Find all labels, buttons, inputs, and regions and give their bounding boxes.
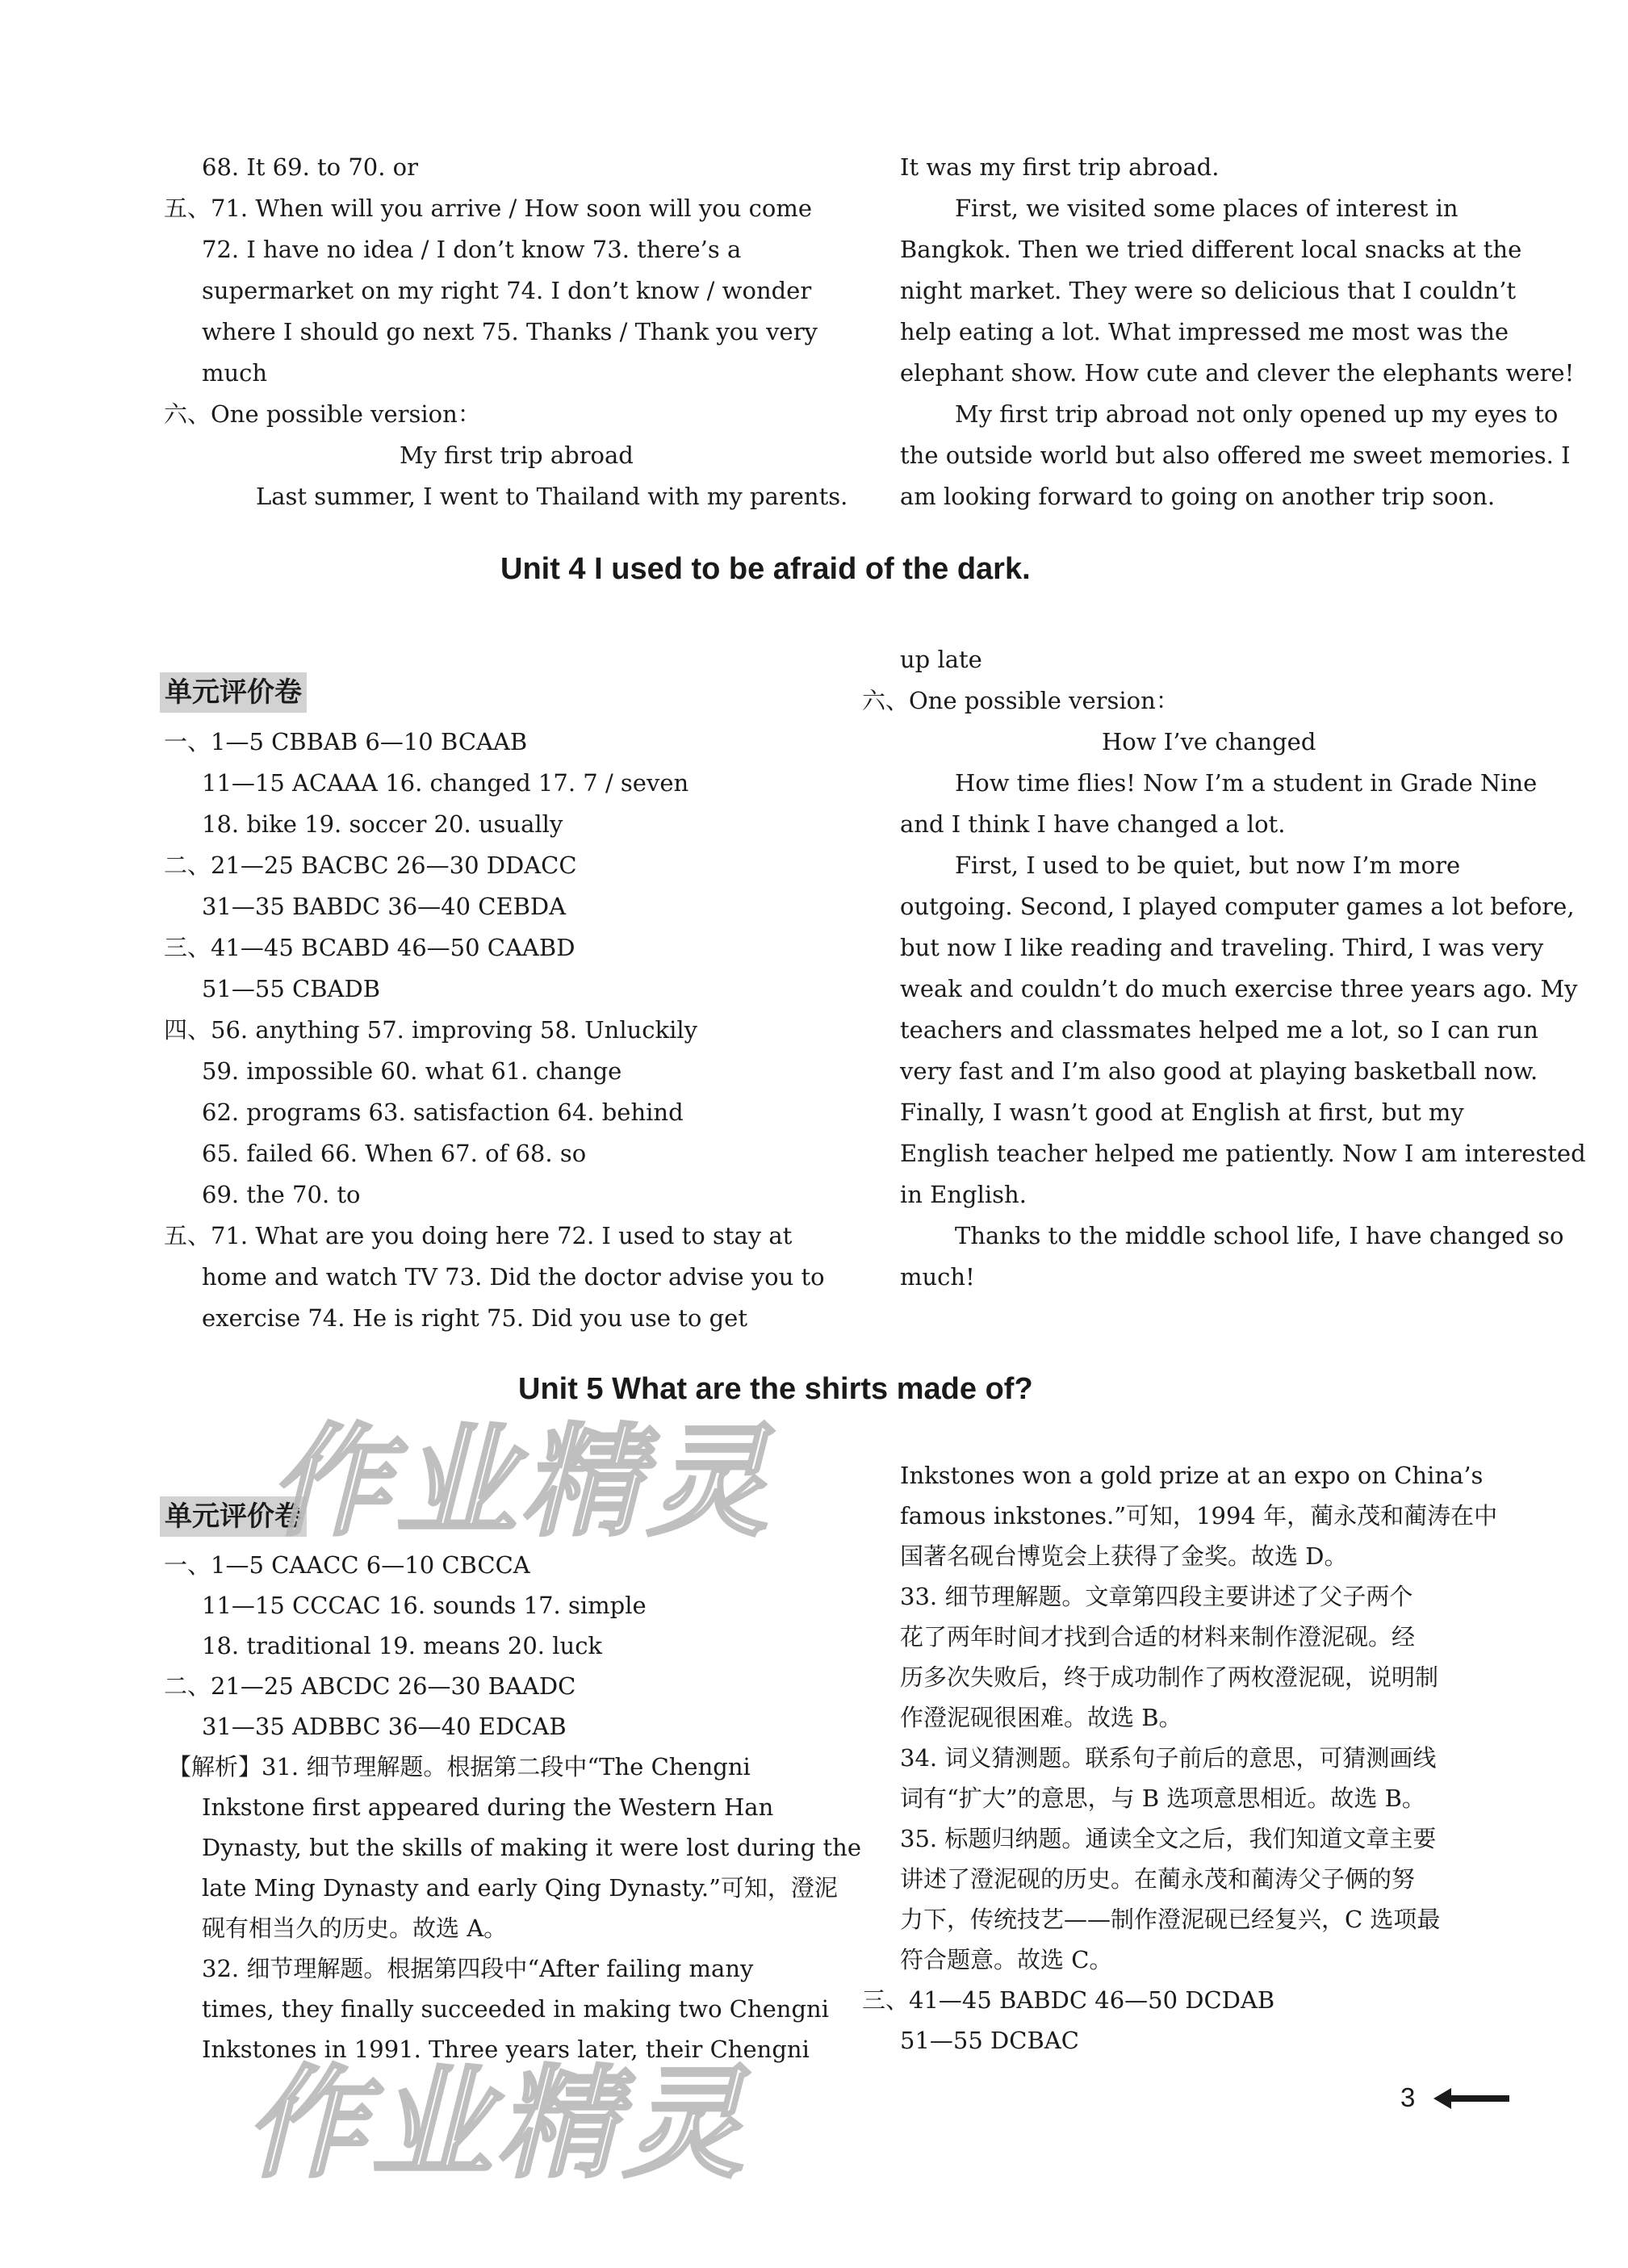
- unit5-left-line: 31—35 ADBBC 36—40 EDCAB: [202, 1713, 567, 1740]
- unit5-right-line: 词有“扩大”的意思，与 B 选项意思相近。故选 B。: [900, 1785, 1425, 1812]
- watermark: 作业精灵: [237, 2054, 777, 2195]
- top-right-line: help eating a lot. What impressed me most was the: [900, 318, 1509, 345]
- top-right-line: My first trip abroad not only opened up my eyes to: [955, 400, 1559, 428]
- left-arrow-icon: [1433, 2085, 1511, 2112]
- unit5-right-line: 讲述了澄泥砚的历史。在蔺永茂和蔺涛父子俩的努: [900, 1865, 1416, 1893]
- unit4-left-line: 65. failed 66. When 67. of 68. so: [202, 1140, 587, 1167]
- unit5-right-line: 作澄泥砚很困难。故选 B。: [900, 1704, 1182, 1731]
- essay-title: How I’ve changed: [1102, 728, 1316, 755]
- unit5-left-line: Dynasty, but the skills of making it were lost during the: [202, 1834, 862, 1861]
- unit4-left-line: 二、21—25 BACBC 26—30 DDACC: [164, 852, 577, 879]
- unit4-left-line: 62. programs 63. satisfaction 64. behind: [202, 1098, 684, 1126]
- unit4-left-line: 59. impossible 60. what 61. change: [202, 1057, 622, 1085]
- top-left-line: 五、71. When will you arrive / How soon will you come: [164, 195, 812, 222]
- unit5-left-line: times, they finally succeeded in making two Chengni: [202, 1995, 829, 2023]
- unit4-title: Unit 4 I used to be afraid of the dark.: [500, 552, 1031, 586]
- unit5-right-line: 34. 词义猜测题。联系句子前后的意思，可猜测画线: [900, 1744, 1437, 1772]
- top-left-line: Last summer, I went to Thailand with my parents.: [256, 483, 848, 510]
- essay-title: My first trip abroad: [400, 441, 634, 469]
- unit5-right-line: Inkstones won a gold prize at an expo on China’s: [900, 1462, 1484, 1489]
- unit4-right-line: teachers and classmates helped me a lot, so I can run: [900, 1016, 1538, 1044]
- unit4-right-line: English teacher helped me patiently. Now I am interested: [900, 1140, 1586, 1167]
- unit5-left-line: 18. traditional 19. means 20. luck: [202, 1632, 603, 1659]
- unit4-right-line: weak and couldn’t do much exercise three years ago. My: [900, 975, 1578, 1002]
- unit4-right-line: First, I used to be quiet, but now I’m more: [955, 852, 1461, 879]
- unit5-right-line: 51—55 DCBAC: [900, 2027, 1079, 2054]
- top-right-line: the outside world but also offered me sweet memories. I: [900, 441, 1571, 469]
- unit5-right-line: 历多次失败后，终于成功制作了两枚澄泥砚，说明制: [900, 1663, 1439, 1691]
- unit4-left-line: 18. bike 19. soccer 20. usually: [202, 810, 563, 838]
- unit5-right-line: 33. 细节理解题。文章第四段主要讲述了父子两个: [900, 1583, 1413, 1610]
- unit5-left-line: Inkstones in 1991. Three years later, their Chengni: [202, 2036, 810, 2063]
- unit4-left-line: exercise 74. He is right 75. Did you use to get: [202, 1304, 747, 1332]
- unit4-right-line: in English.: [900, 1181, 1027, 1208]
- unit4-left-line: 31—35 BABDC 36—40 CEBDA: [202, 893, 567, 920]
- unit5-title: Unit 5 What are the shirts made of?: [518, 1372, 1033, 1406]
- unit4-left-line: 三、41—45 BCABD 46—50 CAABD: [164, 934, 575, 961]
- top-right-line: First, we visited some places of interest in: [955, 195, 1459, 222]
- top-right-line: am looking forward to going on another trip soon.: [900, 483, 1496, 510]
- top-left-line: where I should go next 75. Thanks / Thank you very: [202, 318, 818, 345]
- unit5-right-line: 花了两年时间才找到合适的材料来制作澄泥砚。经: [900, 1623, 1416, 1651]
- unit4-left-line: 11—15 ACAAA 16. changed 17. 7 / seven: [202, 769, 689, 797]
- top-right-line: Bangkok. Then we tried different local snacks at the: [900, 236, 1522, 263]
- unit5-section-tag: 单元评价卷: [160, 1496, 307, 1537]
- unit4-right-line: How time flies! Now I’m a student in Grade Nine: [955, 769, 1538, 797]
- unit4-left-line: 69. the 70. to: [202, 1181, 361, 1208]
- unit5-left-line: late Ming Dynasty and early Qing Dynasty.”可知，澄泥: [202, 1874, 838, 1902]
- page-number: 3: [1400, 2082, 1416, 2112]
- unit4-right-line: 六、One possible version：: [862, 687, 1179, 714]
- unit5-right-line: 三、41—45 BABDC 46—50 DCDAB: [862, 1986, 1275, 2014]
- watermark: 作业精灵: [262, 1412, 801, 1553]
- top-right-line: elephant show. How cute and clever the elephants were!: [900, 359, 1575, 387]
- unit4-right-line: much!: [900, 1263, 975, 1291]
- top-right-line: It was my first trip abroad.: [900, 153, 1220, 181]
- unit5-left-line: 砚有相当久的历史。故选 A。: [202, 1914, 508, 1942]
- top-left-line: 72. I have no idea / I don’t know 73. there’s a: [202, 236, 742, 263]
- unit5-left-line: 32. 细节理解题。根据第四段中“After failing many: [202, 1955, 754, 1982]
- top-left-line: much: [202, 359, 268, 387]
- unit4-right-line: outgoing. Second, I played computer games a lot before,: [900, 893, 1575, 920]
- top-right-line: night market. They were so delicious that I couldn’t: [900, 277, 1517, 304]
- unit5-right-line: 力下，传统技艺——制作澄泥砚已经复兴，C 选项最: [900, 1906, 1441, 1933]
- unit4-section-tag: 单元评价卷: [160, 672, 307, 713]
- unit4-left-line: 一、1—5 CBBAB 6—10 BCAAB: [164, 728, 528, 755]
- top-left-line: supermarket on my right 74. I don’t know / wonder: [202, 277, 812, 304]
- unit4-right-line: and I think I have changed a lot.: [900, 810, 1286, 838]
- unit5-left-line: 二、21—25 ABCDC 26—30 BAADC: [164, 1672, 576, 1700]
- unit5-left-line: 【解析】31. 细节理解题。根据第二段中“The Chengni: [168, 1753, 751, 1781]
- unit5-left-line: 一、1—5 CAACC 6—10 CBCCA: [164, 1551, 530, 1579]
- unit5-right-line: famous inkstones.”可知，1994 年，蔺永茂和蔺涛在中: [900, 1502, 1498, 1529]
- unit4-left-line: 五、71. What are you doing here 72. I used to stay at: [164, 1222, 793, 1249]
- unit4-right-line: Finally, I wasn’t good at English at first, but my: [900, 1098, 1464, 1126]
- unit5-right-line: 35. 标题归纳题。通读全文之后，我们知道文章主要: [900, 1825, 1437, 1852]
- unit5-right-line: 符合题意。故选 C。: [900, 1946, 1113, 1973]
- unit4-left-line: home and watch TV 73. Did the doctor advise you to: [202, 1263, 825, 1291]
- unit4-right-line: up late: [900, 646, 982, 673]
- top-left-line: 六、One possible version：: [164, 400, 481, 428]
- unit4-right-line: but now I like reading and traveling. Third, I was very: [900, 934, 1544, 961]
- unit4-left-line: 四、56. anything 57. improving 58. Unluckily: [164, 1016, 698, 1044]
- unit5-left-line: 11—15 CCCAC 16. sounds 17. simple: [202, 1592, 647, 1619]
- unit4-right-line: very fast and I’m also good at playing basketball now.: [900, 1057, 1538, 1085]
- unit4-left-line: 51—55 CBADB: [202, 975, 381, 1002]
- unit5-right-line: 国著名砚台博览会上获得了金奖。故选 D。: [900, 1542, 1348, 1570]
- unit4-right-line: Thanks to the middle school life, I have changed so: [955, 1222, 1564, 1249]
- top-left-line: 68. It 69. to 70. or: [202, 153, 418, 181]
- unit5-left-line: Inkstone first appeared during the Western Han: [202, 1793, 774, 1821]
